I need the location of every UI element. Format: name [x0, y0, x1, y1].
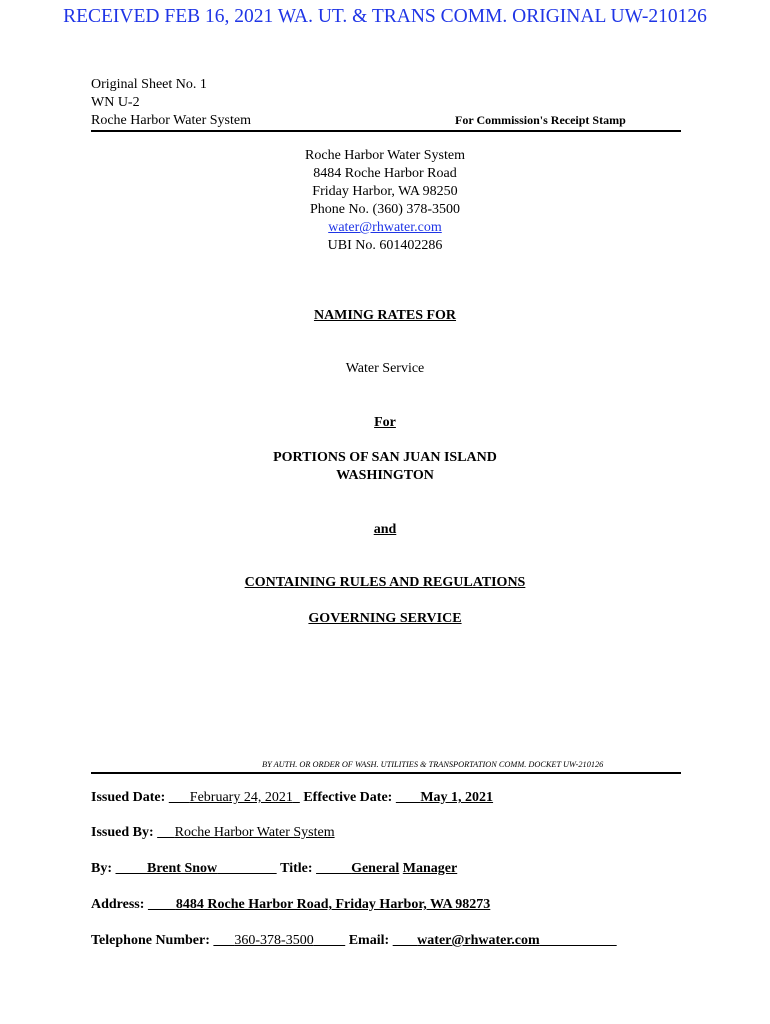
address-value: 8484 Roche Harbor Road, Friday Harbor, WA 98273 [175, 897, 491, 912]
issued-by-row [91, 825, 335, 841]
issued-by-value: Roche Harbor Water System [174, 825, 335, 840]
title-label: Title: [280, 861, 313, 876]
footer-divider [91, 772, 681, 774]
address-street: 8484 Roche Harbor Road [313, 166, 457, 181]
header-divider [91, 130, 681, 132]
area-line-2: WASHINGTON [336, 468, 434, 483]
for-heading: For [374, 415, 396, 430]
rules-heading: CONTAINING RULES AND REGULATIONS [244, 575, 526, 590]
address-name: Roche Harbor Water System [305, 148, 465, 163]
address-city: Friday Harbor, WA 98250 [312, 184, 458, 199]
wn-number: WN U-2 [91, 95, 140, 110]
issued-date-value: February 24, 2021 [189, 790, 293, 805]
issued-date-row [91, 790, 493, 806]
title-value-2: Manager [402, 861, 458, 876]
authorization-line: BY AUTH. OR ORDER OF WASH. UTILITIES & TRANSPORTATION COMM. DOCKET UW-210126 [262, 760, 604, 769]
telephone-row [91, 933, 617, 949]
service-type: Water Service [345, 361, 425, 376]
address-block [0, 147, 770, 255]
issued-date-label: Issued Date: [91, 790, 166, 805]
company-name: Roche Harbor Water System [91, 113, 251, 128]
effective-date-label: Effective Date: [303, 790, 393, 805]
issued-by-label: Issued By: [91, 825, 154, 840]
ubi-number: UBI No. 601402286 [327, 238, 443, 253]
sheet-number: Original Sheet No. 1 [91, 77, 207, 92]
naming-rates-heading: NAMING RATES FOR [313, 308, 457, 323]
telephone-value: 360-378-3500 [234, 933, 314, 948]
effective-date-value: May 1, 2021 [420, 790, 494, 805]
address-phone: Phone No. (360) 378-3500 [309, 202, 461, 217]
telephone-label: Telephone Number: [91, 933, 210, 948]
email-label: Email: [348, 933, 390, 948]
title-value-1: General [351, 861, 400, 876]
by-value: Brent Snow [147, 861, 218, 876]
area-line-1: PORTIONS OF SAN JUAN ISLAND [273, 450, 497, 465]
governing-heading: GOVERNING SERVICE [308, 611, 462, 626]
address-label: Address: [91, 897, 145, 912]
received-stamp: RECEIVED FEB 16, 2021 WA. UT. & TRANS COMM. ORIGINAL UW-210126 [63, 6, 707, 27]
by-label: By: [91, 861, 112, 876]
email-value: water@rhwater.com [417, 933, 540, 948]
email-link[interactable]: water@rhwater.com [328, 220, 442, 235]
receipt-stamp-label: For Commission's Receipt Stamp [455, 113, 626, 127]
address-row [91, 897, 490, 913]
and-heading: and [373, 522, 397, 537]
by-row [91, 861, 457, 877]
